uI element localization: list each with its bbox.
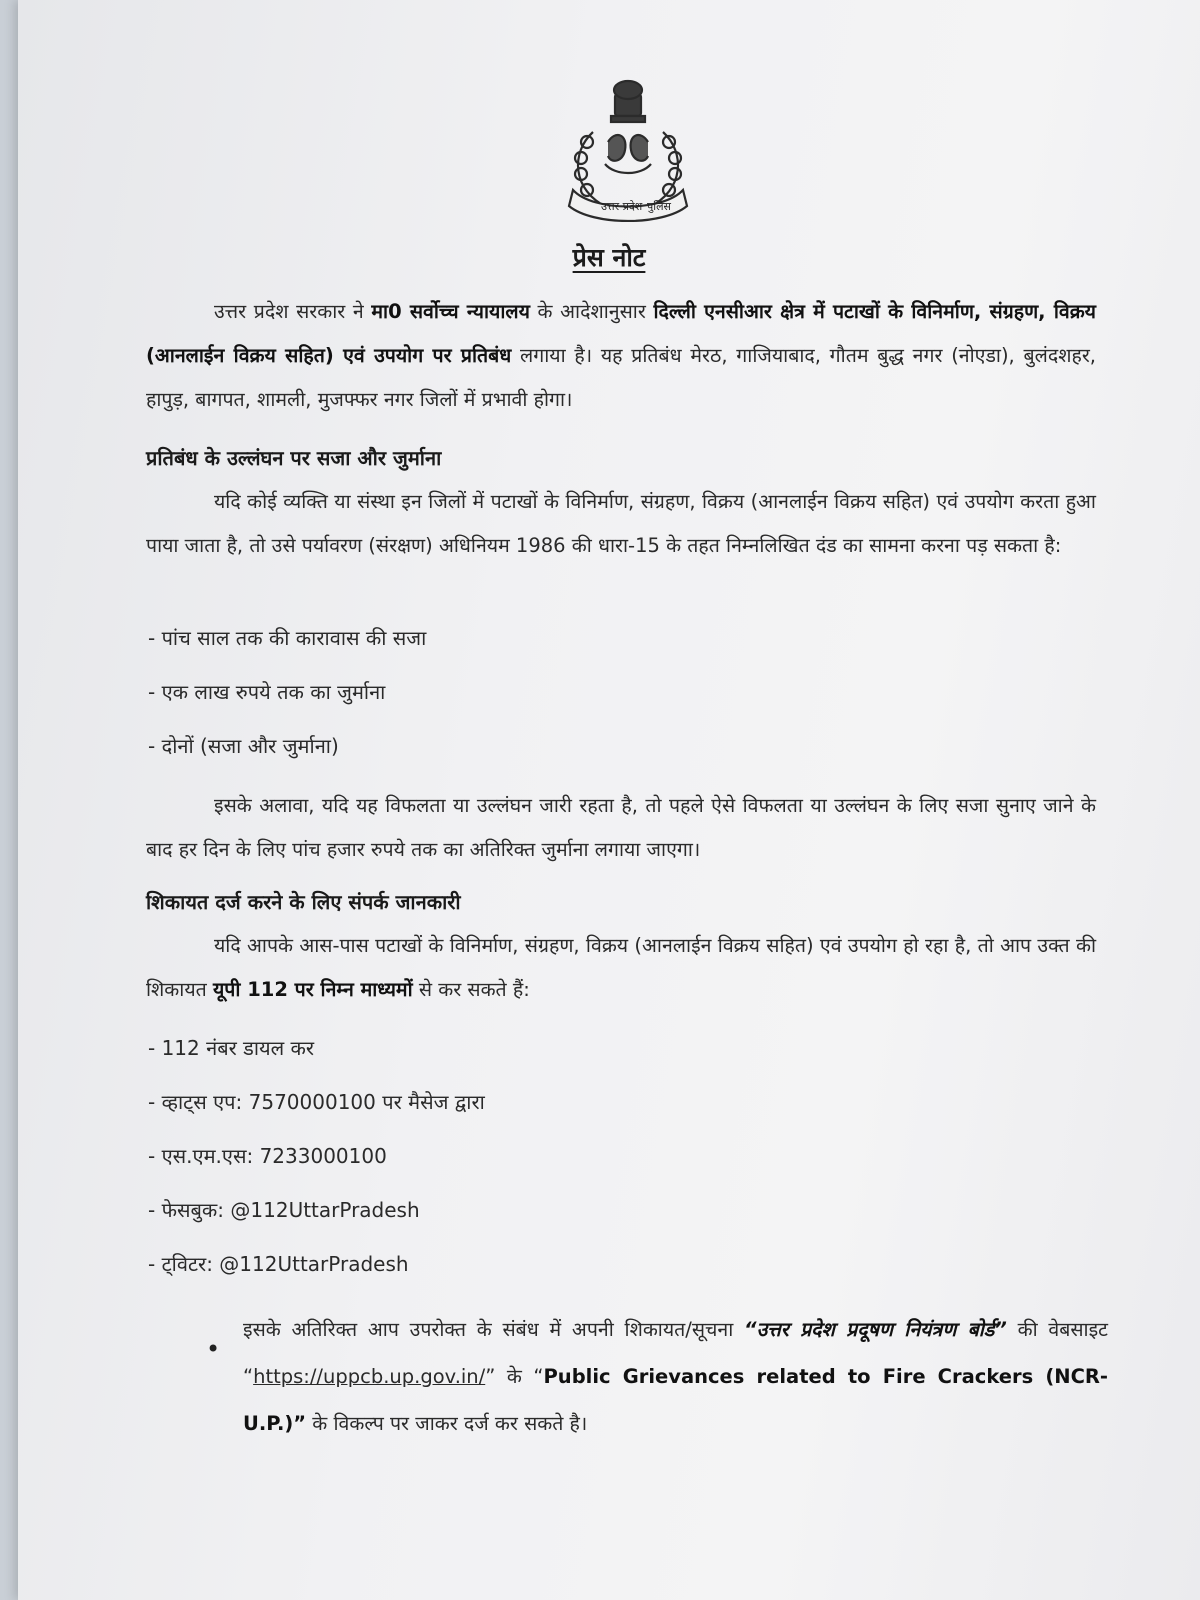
- svg-text:उत्तर प्रदेश: उत्तर प्रदेश: [601, 200, 643, 213]
- contact-facebook: - फेसबुक: @112UttarPradesh: [148, 1198, 420, 1222]
- svg-text:पुलिस: पुलिस: [647, 200, 671, 213]
- up-police-emblem-icon: [553, 72, 703, 222]
- intro-paragraph: उत्तर प्रदेश सरकार ने मा0 सर्वोच्च न्यायालय के आदेशानुसार दिल्ली एनसीआर क्षेत्र में पटाखों के विनिर्माण, संग्रहण, विक्रय (आनलाईन विक्रय सहित) एवं उपयोग पर प्रतिबंध लगाया है। यह प्रतिबंध मेरठ, गाजियाबाद, गौतम बुद्ध नगर (नोएडा), बुलंदशहर, हापुड़, बागपत, शामली, मुजफ्फर नगर जिलों में प्रभावी होगा।: [146, 300, 1096, 411]
- penalty-paragraph: यदि कोई व्यक्ति या संस्था इन जिलों में पटाखों के विनिर्माण, संग्रहण, विक्रय (आनलाईन विक्रय सहित) एवं उपयोग करता हुआ पाया जाता है, तो उसे पर्यावरण (संरक्षण) अधिनियम 1986 की धारा-15 के तहत निम्नलिखित दंड का सामना करना पड़ सकता है:: [146, 490, 1096, 557]
- contact-sms: - एस.एम.एस: 7233000100: [148, 1144, 387, 1168]
- list-item: - पांच साल तक की कारावास की सजा: [148, 626, 427, 650]
- additional-fine-paragraph: इसके अलावा, यदि यह विफलता या उल्लंघन जारी रहता है, तो पहले ऐसे विफलता या उल्लंघन के लिए सजा सुनाए जाने के बाद हर दिन के लिए पांच हजार रुपये तक का अतिरिक्त जुर्माना लगाया जाएगा।: [146, 794, 1096, 861]
- uppcb-website-link[interactable]: https://uppcb.up.gov.in/: [253, 1365, 486, 1388]
- contact-whatsapp: - व्हाट्स एप: 7570000100 पर मैसेज द्वारा: [148, 1090, 485, 1114]
- complaint-heading: शिकायत दर्ज करने के लिए संपर्क जानकारी: [146, 890, 461, 914]
- uppcb-note: इसके अतिरिक्त आप उपरोक्त के संबंध में अपनी शिकायत/सूचना “उत्तर प्रदेश प्रदूषण नियंत्रण बोर्ड” की वेबसाइट “https://uppcb.up.gov.in/” के “Public Grievances related to Fire Crackers (NCR-U.P.)” के विकल्प पर जाकर दर्ज कर सकते है।: [243, 1318, 1109, 1435]
- penalty-heading: प्रतिबंध के उल्लंघन पर सजा और जुर्माना: [146, 446, 442, 470]
- contact-dial-112: - 112 नंबर डायल कर: [148, 1036, 315, 1060]
- list-item: - एक लाख रुपये तक का जुर्माना: [148, 680, 386, 704]
- contact-twitter: - ट्विटर: @112UttarPradesh: [148, 1252, 409, 1276]
- page-title: प्रेस नोट: [572, 243, 646, 272]
- press-note-page: [18, 0, 1200, 1600]
- list-item: - दोनों (सजा और जुर्माना): [148, 734, 339, 758]
- complaint-paragraph: यदि आपके आस-पास पटाखों के विनिर्माण, संग्रहण, विक्रय (आनलाईन विक्रय सहित) एवं उपयोग हो रहा है, तो आप उक्त की शिकायत यूपी 112 पर निम्न माध्यमों से कर सकते हैं:: [146, 934, 1096, 1001]
- bullet-icon: •: [206, 1335, 221, 1363]
